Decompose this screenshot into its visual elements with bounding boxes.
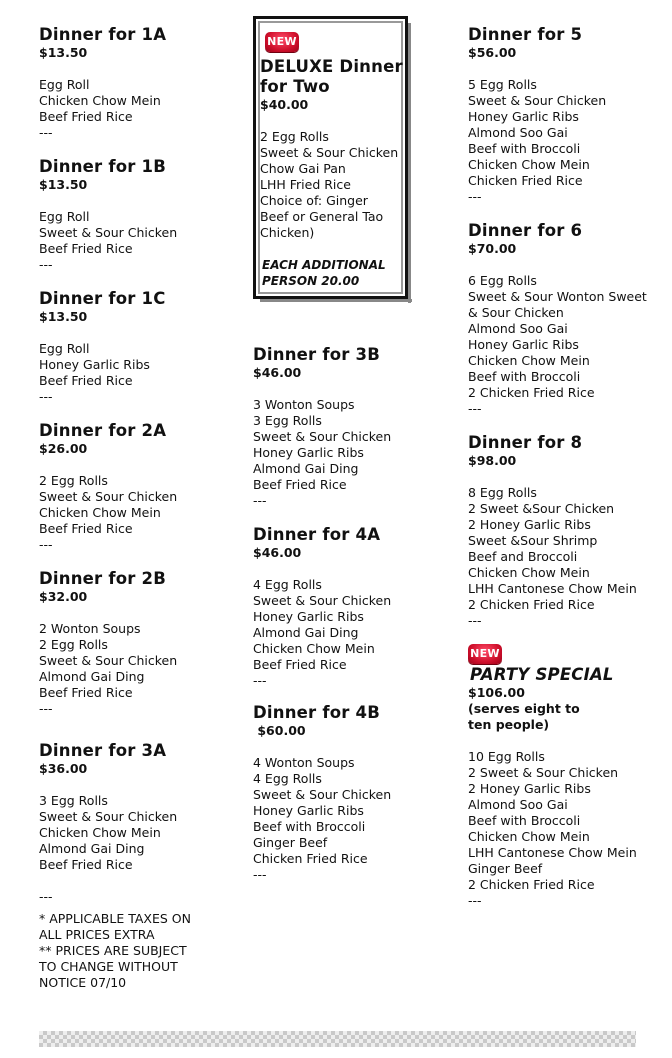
menu-item-line: 2 Wonton Soups — [39, 621, 141, 636]
dinner-1c-items — [39, 341, 150, 405]
dinner-4a-title: Dinner for 4A — [253, 525, 381, 544]
dinner-4a-price: $46.00 — [253, 545, 302, 560]
menu-item-line — [39, 873, 177, 889]
menu-item-line: Almond Gai Ding — [39, 669, 145, 684]
menu-item-line: NOTICE 07/10 — [39, 975, 127, 990]
menu-item-line: Beef Fried Rice — [39, 857, 133, 872]
menu-item-line: Chow Gai Pan — [260, 161, 346, 176]
menu-item-line: Chicken Chow Mein — [468, 829, 590, 844]
menu-item-line: Chicken Chow Mein — [39, 825, 161, 840]
deluxe-extra-line2: PERSON 20.00 — [262, 274, 360, 288]
menu-item-line: ALL PRICES EXTRA — [39, 927, 155, 942]
dinner-1c-title: Dinner for 1C — [39, 289, 166, 308]
dinner-5-items — [468, 77, 606, 205]
menu-item-line: 2 Honey Garlic Ribs — [468, 517, 591, 532]
menu-item-line: Beef with Broccoli — [468, 141, 581, 156]
dinner-1a-items — [39, 77, 161, 141]
dinner-2b-title: Dinner for 2B — [39, 569, 166, 588]
menu-item-line: Chicken Chow Mein — [468, 565, 590, 580]
dinner-2b-items — [39, 621, 177, 717]
menu-item-line: & Sour Chicken — [468, 305, 564, 320]
menu-item-line: Honey Garlic Ribs — [468, 337, 579, 352]
menu-item-line: Honey Garlic Ribs — [253, 609, 364, 624]
menu-item-line: Almond Gai Ding — [253, 461, 359, 476]
menu-item-line: 2 Egg Rolls — [260, 129, 329, 144]
dinner-1a-price: $13.50 — [39, 45, 88, 60]
menu-item-line: --- — [468, 189, 482, 204]
menu-item-line: Chicken Fried Rice — [253, 851, 368, 866]
party-serves-line1: (serves eight to — [468, 701, 580, 716]
deluxe-items — [260, 129, 398, 241]
menu-item-line: 3 Wonton Soups — [253, 397, 355, 412]
dinner-3b-title: Dinner for 3B — [253, 345, 380, 364]
menu-item-line: Beef Fried Rice — [39, 241, 133, 256]
menu-item-line: Honey Garlic Ribs — [253, 445, 364, 460]
dinner-5-price: $56.00 — [468, 45, 517, 60]
menu-item-line: 2 Egg Rolls — [39, 473, 108, 488]
menu-item-line: Chicken) — [260, 225, 315, 240]
menu-item-line: ** PRICES ARE SUBJECT — [39, 943, 187, 958]
menu-item-line: Beef or General Tao — [260, 209, 384, 224]
dinner-4b-price: $60.00 — [253, 723, 306, 738]
party-special-items — [468, 749, 637, 909]
dinner-2a-items — [39, 473, 177, 553]
menu-item-line: --- — [468, 401, 482, 416]
deluxe-price: $40.00 — [260, 97, 309, 112]
menu-item-line: Sweet & Sour Chicken — [39, 809, 178, 824]
menu-item-line: 4 Wonton Soups — [253, 755, 355, 770]
menu-item-line: Chicken Fried Rice — [468, 173, 583, 188]
menu-item-line: Chicken Chow Mein — [253, 641, 375, 656]
party-serves-line2: ten people) — [468, 717, 550, 732]
menu-item-line: Almond Gai Ding — [253, 625, 359, 640]
menu-item-line: Honey Garlic Ribs — [468, 109, 579, 124]
dinner-1b-title: Dinner for 1B — [39, 157, 166, 176]
menu-item-line: 2 Sweet & Sour Chicken — [468, 765, 619, 780]
menu-item-line: --- — [253, 673, 267, 688]
menu-item-line: Honey Garlic Ribs — [39, 357, 150, 372]
new-badge-party: NEW — [468, 644, 502, 664]
dinner-3a-price: $36.00 — [39, 761, 88, 776]
menu-item-line: 2 Honey Garlic Ribs — [468, 781, 591, 796]
menu-item-line: Almond Soo Gai — [468, 321, 568, 336]
menu-item-line: LHH Cantonese Chow Mein — [468, 581, 637, 596]
menu-item-line: Sweet & Sour Chicken — [39, 653, 178, 668]
menu-item-line: 2 Sweet &Sour Chicken — [468, 501, 615, 516]
menu-item-line: LHH Fried Rice — [260, 177, 351, 192]
menu-item-line: 3 Egg Rolls — [39, 793, 108, 808]
menu-item-line: Chicken Chow Mein — [468, 353, 590, 368]
dinner-4b-title: Dinner for 4B — [253, 703, 380, 722]
menu-item-line: --- — [39, 257, 53, 272]
menu-item-line: Beef Fried Rice — [253, 477, 347, 492]
price-notes — [39, 911, 191, 991]
menu-item-line: Beef Fried Rice — [39, 685, 133, 700]
menu-item-line: --- — [39, 125, 53, 140]
menu-item-line: Sweet & Sour Chicken — [39, 225, 178, 240]
menu-item-line: Egg Roll — [39, 209, 90, 224]
dinner-6-items — [468, 273, 647, 417]
dinner-8-title: Dinner for 8 — [468, 433, 583, 452]
menu-item-line: 6 Egg Rolls — [468, 273, 537, 288]
menu-item-line: Beef with Broccoli — [468, 813, 581, 828]
menu-item-line: * APPLICABLE TAXES ON — [39, 911, 191, 926]
dinner-5-title: Dinner for 5 — [468, 25, 583, 44]
menu-item-line: Sweet & Sour Wonton Sweet — [468, 289, 647, 304]
dinner-8-price: $98.00 — [468, 453, 517, 468]
checkered-divider — [39, 1031, 636, 1047]
menu-item-line: 4 Egg Rolls — [253, 577, 322, 592]
deluxe-title-line1: DELUXE Dinner — [260, 57, 403, 76]
menu-item-line: Choice of: Ginger — [260, 193, 368, 208]
menu-item-line: TO CHANGE WITHOUT — [39, 959, 178, 974]
dinner-1a-title: Dinner for 1A — [39, 25, 167, 44]
dinner-2b-price: $32.00 — [39, 589, 88, 604]
menu-item-line: --- — [468, 613, 482, 628]
dinner-6-price: $70.00 — [468, 241, 517, 256]
menu-item-line: 4 Egg Rolls — [253, 771, 322, 786]
menu-item-line: Beef Fried Rice — [39, 373, 133, 388]
menu-item-line: Beef Fried Rice — [39, 521, 133, 536]
dinner-2a-price: $26.00 — [39, 441, 88, 456]
menu-item-line: Ginger Beef — [253, 835, 328, 850]
box-shadow-bottom — [260, 299, 412, 302]
menu-item-line: 2 Chicken Fried Rice — [468, 385, 595, 400]
menu-item-line: Sweet & Sour Chicken — [253, 429, 392, 444]
menu-item-line: Beef with Broccoli — [253, 819, 366, 834]
menu-item-line: Sweet &Sour Shrimp — [468, 533, 598, 548]
menu-item-line: --- — [253, 867, 267, 882]
menu-item-line: Beef Fried Rice — [39, 109, 133, 124]
menu-item-line: Honey Garlic Ribs — [253, 803, 364, 818]
dinner-3b-price: $46.00 — [253, 365, 302, 380]
menu-item-line: Sweet & Sour Chicken — [260, 145, 399, 160]
menu-item-line: Sweet & Sour Chicken — [39, 489, 178, 504]
dinner-3a-items — [39, 793, 177, 905]
menu-item-line: --- — [468, 893, 482, 908]
menu-item-line: Chicken Chow Mein — [468, 157, 590, 172]
menu-item-line: Egg Roll — [39, 77, 90, 92]
menu-item-line: 2 Chicken Fried Rice — [468, 597, 595, 612]
dinner-3a-title: Dinner for 3A — [39, 741, 167, 760]
menu-item-line: --- — [39, 701, 53, 716]
dinner-4a-items — [253, 577, 391, 689]
menu-item-line: Beef with Broccoli — [468, 369, 581, 384]
deluxe-extra-line1: EACH ADDITIONAL — [262, 258, 386, 272]
menu-item-line: 10 Egg Rolls — [468, 749, 545, 764]
menu-item-line: Almond Gai Ding — [39, 841, 145, 856]
menu-item-line: Sweet & Sour Chicken — [468, 93, 607, 108]
dinner-8-items — [468, 485, 637, 629]
menu-item-line: Ginger Beef — [468, 861, 543, 876]
dinner-1b-items — [39, 209, 177, 273]
menu-item-line: LHH Cantonese Chow Mein — [468, 845, 637, 860]
menu-item-line: Egg Roll — [39, 341, 90, 356]
dinner-1c-price: $13.50 — [39, 309, 88, 324]
menu-item-line: Chicken Chow Mein — [39, 505, 161, 520]
dinner-6-title: Dinner for 6 — [468, 221, 583, 240]
party-special-price: $106.00 — [468, 685, 525, 700]
menu-item-line: 2 Chicken Fried Rice — [468, 877, 595, 892]
menu-item-line: 5 Egg Rolls — [468, 77, 537, 92]
menu-item-line: Almond Soo Gai — [468, 797, 568, 812]
menu-item-line: Beef Fried Rice — [253, 657, 347, 672]
menu-item-line: 8 Egg Rolls — [468, 485, 537, 500]
menu-item-line: 3 Egg Rolls — [253, 413, 322, 428]
menu-item-line: --- — [39, 537, 53, 552]
menu-item-line: --- — [39, 389, 53, 404]
menu-item-line: --- — [253, 493, 267, 508]
new-badge-deluxe: NEW — [265, 32, 299, 52]
deluxe-title-line2: for Two — [260, 77, 330, 96]
menu-item-line: Sweet & Sour Chicken — [253, 593, 392, 608]
menu-item-line: Beef and Broccoli — [468, 549, 578, 564]
menu-item-line: 2 Egg Rolls — [39, 637, 108, 652]
dinner-4b-items — [253, 755, 391, 883]
deluxe-extra-person — [262, 257, 386, 289]
menu-item-line: Sweet & Sour Chicken — [253, 787, 392, 802]
dinner-2a-title: Dinner for 2A — [39, 421, 167, 440]
menu-item-line: --- — [39, 889, 53, 904]
box-shadow-right — [408, 23, 411, 303]
dinner-1b-price: $13.50 — [39, 177, 88, 192]
party-special-title: PARTY SPECIAL — [470, 665, 614, 684]
menu-item-line: Almond Soo Gai — [468, 125, 568, 140]
dinner-3b-items — [253, 397, 391, 509]
menu-item-line: Chicken Chow Mein — [39, 93, 161, 108]
